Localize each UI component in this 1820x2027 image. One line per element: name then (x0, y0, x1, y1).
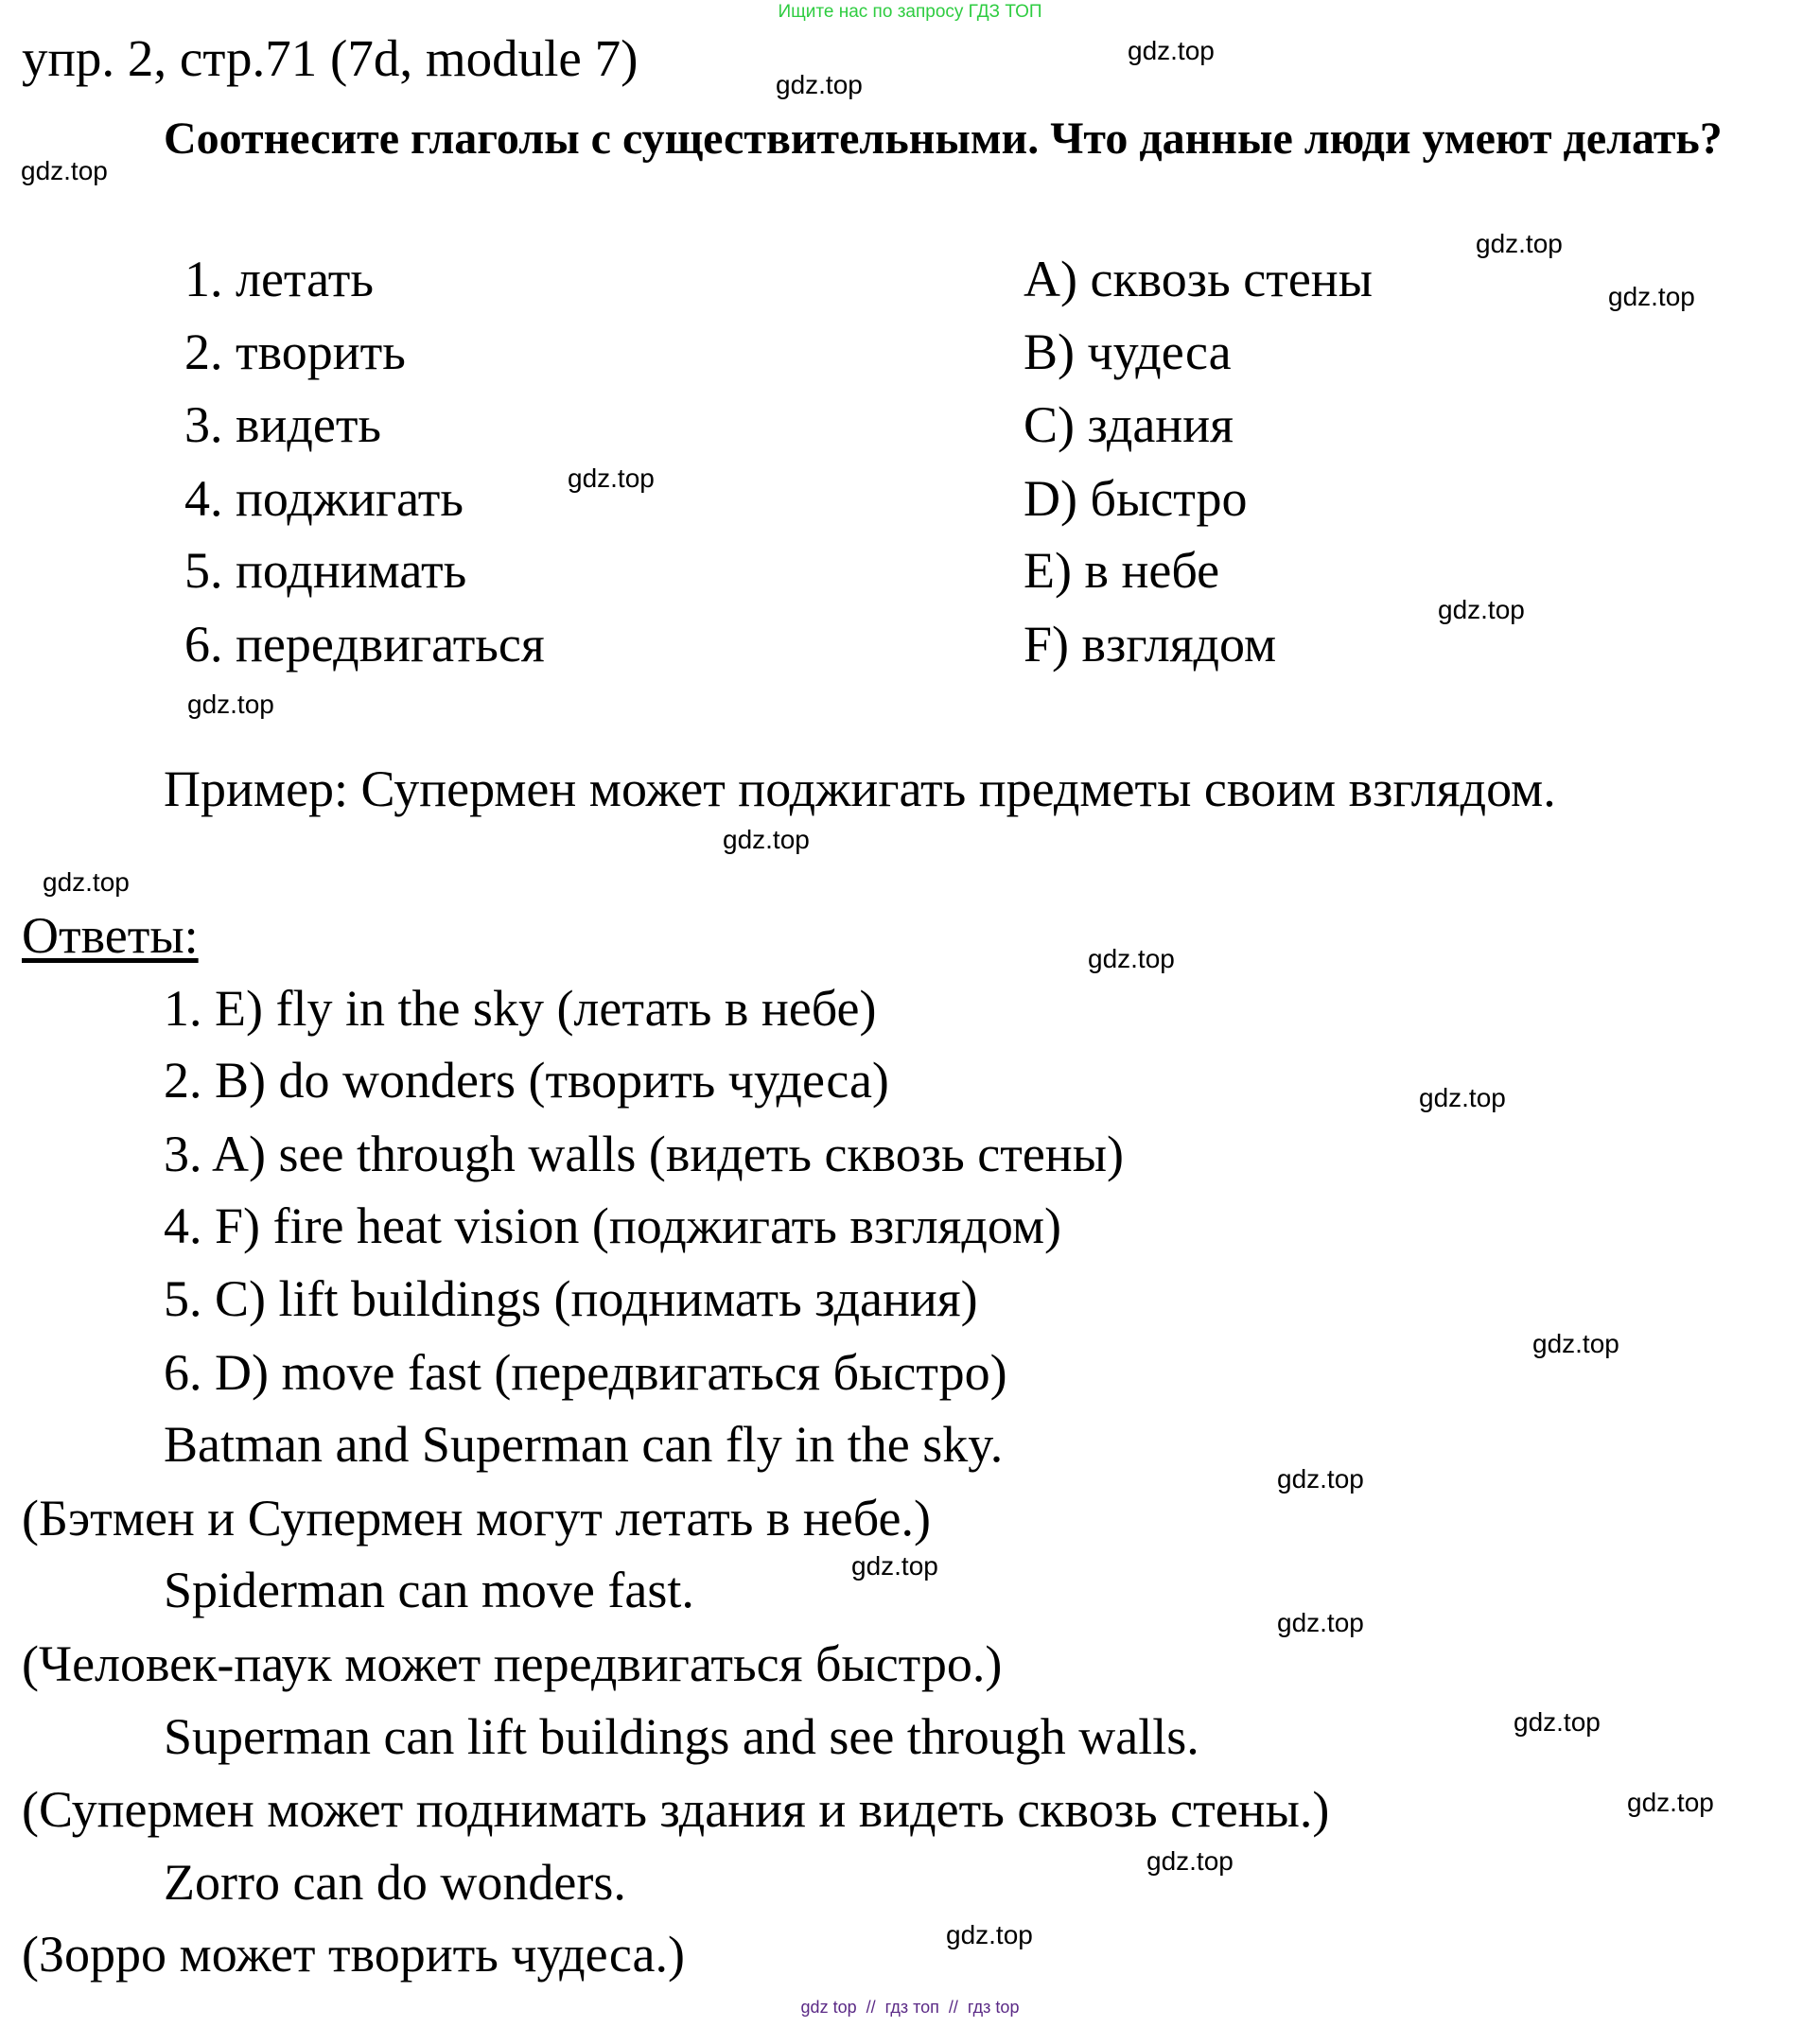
noun-item: D) быстро (1024, 470, 1248, 527)
english-sentence: Spiderman can move fast. (164, 1562, 694, 1618)
verb-item: 2. творить (184, 323, 406, 380)
noun-item: B) чудеса (1024, 323, 1232, 380)
english-sentence: Superman can lift buildings and see through walls. (164, 1708, 1199, 1765)
answers-label: Ответы: (22, 907, 199, 964)
watermark: gdz.top (43, 867, 130, 897)
watermark: gdz.top (776, 70, 863, 99)
watermark: gdz.top (851, 1551, 938, 1581)
russian-translation: (Зорро может творить чудеса.) (22, 1926, 685, 1983)
watermark: gdz.top (1419, 1083, 1506, 1112)
task-heading: Соотнесите глаголы с существительными. Что данные люди умеют делать? (164, 114, 1723, 164)
noun-item: E) в небе (1024, 542, 1220, 599)
noun-item: F) взглядом (1024, 616, 1277, 673)
english-sentence: Zorro can do wonders. (164, 1854, 626, 1911)
answer-item: 2. B) do wonders (творить чудеса) (164, 1052, 889, 1109)
watermark: gdz.top (1608, 282, 1695, 311)
russian-translation: (Супермен может поднимать здания и видеть сквозь стены.) (22, 1781, 1330, 1838)
footer-links[interactable]: gdz top // гдз топ // гдз top (800, 1998, 1020, 2017)
answer-item: 4. F) fire heat vision (поджигать взглядом) (164, 1197, 1061, 1254)
answer-item: 1. E) fly in the sky (летать в небе) (164, 980, 877, 1037)
example-text: Пример: Супермен может поджигать предметы своим взглядом. (164, 760, 1556, 817)
search-banner[interactable]: Ищите нас по запросу ГДЗ ТОП (778, 2, 1042, 22)
verb-item: 1. летать (184, 251, 374, 307)
exercise-title: упр. 2, стр.71 (7d, module 7) (22, 29, 639, 87)
verb-item: 3. видеть (184, 396, 382, 453)
watermark: gdz.top (1514, 1707, 1601, 1737)
answer-item: 5. C) lift buildings (поднимать здания) (164, 1270, 978, 1327)
watermark: gdz.top (1128, 36, 1215, 65)
russian-translation: (Человек-паук может передвигаться быстро.) (22, 1635, 1003, 1692)
watermark: gdz.top (21, 156, 108, 185)
watermark: gdz.top (1088, 944, 1175, 973)
watermark: gdz.top (723, 825, 810, 854)
watermark: gdz.top (1146, 1846, 1234, 1876)
verb-item: 6. передвигаться (184, 616, 545, 673)
watermark: gdz.top (1532, 1329, 1619, 1358)
noun-item: C) здания (1024, 396, 1234, 453)
verb-item: 4. поджигать (184, 470, 464, 527)
answer-item: 3. A) see through walls (видеть сквозь стены) (164, 1126, 1124, 1182)
watermark: gdz.top (1627, 1788, 1714, 1817)
noun-item: A) сквозь стены (1024, 251, 1373, 307)
english-sentence: Batman and Superman can fly in the sky. (164, 1416, 1004, 1473)
watermark: gdz.top (1438, 595, 1525, 624)
watermark: gdz.top (946, 1920, 1033, 1949)
watermark: gdz.top (187, 690, 274, 719)
russian-translation: (Бэтмен и Супермен могут летать в небе.) (22, 1490, 931, 1546)
watermark: gdz.top (1476, 229, 1563, 258)
watermark: gdz.top (568, 463, 655, 493)
verb-item: 5. поднимать (184, 542, 467, 599)
watermark: gdz.top (1277, 1464, 1364, 1494)
answer-item: 6. D) move fast (передвигаться быстро) (164, 1344, 1007, 1401)
watermark: gdz.top (1277, 1608, 1364, 1637)
